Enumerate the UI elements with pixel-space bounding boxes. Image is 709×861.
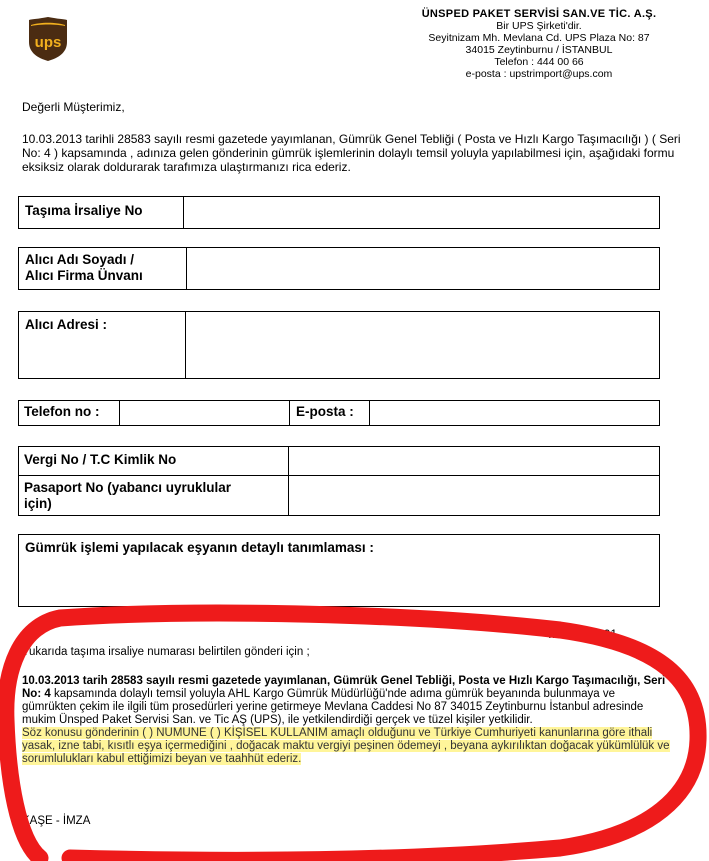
signature-label: KAŞE - İMZA xyxy=(22,815,91,827)
id-table xyxy=(18,446,660,516)
declaration-body: kapsamında dolaylı temsil yoluyla AHL Kargo Gümrük Müdürlüğü'nde adıma gümrük beyanında bulunmaya ve gümrükten çekim ile ilgili tüm prosedürleri yerine getirmeye Mevlana Caddesi No 87 34015 Zeytinburnu İstanbul adresinde mukim Ünsped Paket Servisi San. ve Tic AŞ (UPS), ile yetkilendirdiği gerçek ve tüzel kişiler yetkilidir. xyxy=(22,688,644,726)
recipient-label-line2: Alıcı Firma Ünvanı xyxy=(25,268,143,283)
company-email: e-posta : upstrimport@ups.com xyxy=(465,68,613,80)
passport-label-line1: Pasaport No (yabancı uyruklular xyxy=(24,480,232,495)
recipient-field[interactable] xyxy=(188,248,659,289)
declaration-intro: Yukarıda taşıma irsaliye numarası belirtilen gönderi için ; xyxy=(22,646,310,658)
declaration-highlight: Söz konusu gönderinin ( ) NUMUNE ( ) KİŞİSEL KULLANIM amaçlı olduğunu ve Türkiye Cumhuriyeti kanunlarına göre ithali yasak, izne tabi, kısıtlı eşya içermediğini , doğacak maktu vergiyi peşinen ödemeyi , beyana aykırılıktan doğacak yükümlülük ve sorumlulukları kabul ettiğimizi beyan ve taahhüt ederiz. xyxy=(22,727,670,765)
tax-label: Vergi No / T.C Kimlik No xyxy=(24,452,177,467)
goods-row xyxy=(18,534,660,607)
address-field[interactable] xyxy=(187,312,659,378)
company-line: Bir UPS Şirketi'dir. xyxy=(496,20,582,32)
waybill-field[interactable] xyxy=(185,197,659,228)
company-city: 34015 Zeytinburnu / İSTANBUL xyxy=(465,44,613,56)
declaration-text xyxy=(22,675,672,766)
recipient-row xyxy=(18,247,660,290)
intro-paragraph: 10.03.2013 tarihli 28583 sayılı resmi gazetede yayımlanan, Gümrük Genel Tebliği ( Posta ve Hızlı Kargo Taşımacılığı ) ( Seri No: 4 ) kapsamında , adınıza gelen gönderinin gümrük işlemlerinin dolaylı temsil yoluyla yapılabilmesi için, aşağıdaki formu eksiksiz olarak doldurarak tarafımıza ulaştırmanızı rica ederiz. xyxy=(22,132,681,174)
goods-field[interactable] xyxy=(19,559,659,606)
address-row xyxy=(18,311,660,379)
waybill-row xyxy=(18,196,660,229)
company-name: ÜNSPED PAKET SERVİSİ SAN.VE TİC. A.Ş. xyxy=(421,8,657,20)
passport-label xyxy=(24,480,231,512)
passport-label-line2: için) xyxy=(24,496,52,511)
ups-logo xyxy=(28,16,68,62)
tax-field[interactable] xyxy=(290,447,659,475)
phone-field[interactable] xyxy=(121,401,289,425)
company-info xyxy=(389,8,689,80)
waybill-label: Taşıma İrsaliye No xyxy=(25,203,143,218)
passport-field[interactable] xyxy=(290,477,659,515)
logo-text: ups xyxy=(34,34,62,51)
company-phone: Telefon : 444 00 66 xyxy=(494,56,584,68)
date-line: ……/…../201 xyxy=(547,627,617,641)
recipient-label xyxy=(25,252,143,284)
company-address: Seyitnizam Mh. Mevlana Cd. UPS Plaza No: 87 xyxy=(428,32,650,44)
phone-label: Telefon no : xyxy=(24,404,100,419)
address-label: Alıcı Adresi : xyxy=(25,317,108,332)
contact-row xyxy=(18,400,660,426)
recipient-label-line1: Alıcı Adı Soyadı / xyxy=(25,252,135,267)
declaration-bold: 10.03.2013 tarih 28583 sayılı resmi gazetede yayımlanan, Gümrük Genel Tebliği, Posta ve Hızlı Kargo Taşımacılığı, Seri No: 4 xyxy=(22,675,666,700)
email-label: E-posta : xyxy=(296,404,354,419)
email-field[interactable] xyxy=(371,401,659,425)
goods-label: Gümrük işlemi yapılacak eşyanın detaylı tanımlaması : xyxy=(25,540,374,555)
salutation: Değerli Müşterimiz, xyxy=(22,100,125,114)
